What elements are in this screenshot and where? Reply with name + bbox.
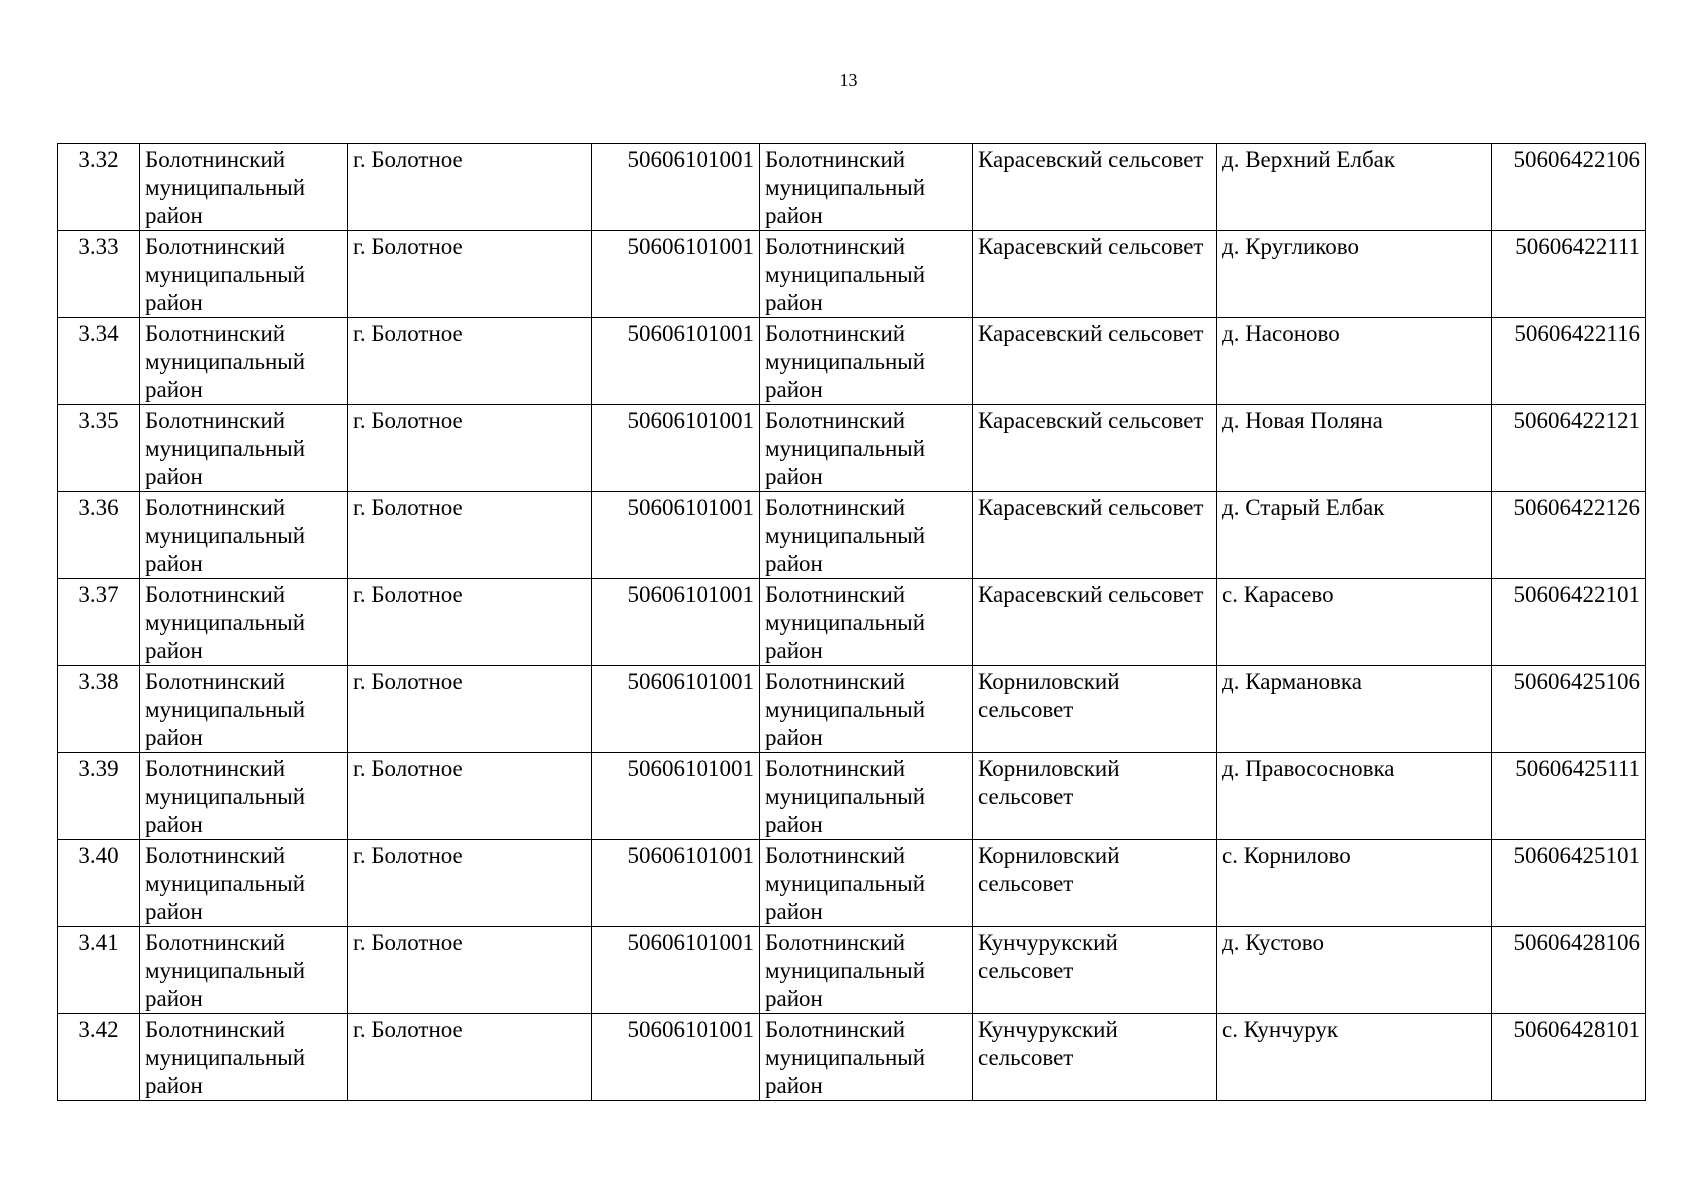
village-council-cell: Карасевский сельсовет — [973, 318, 1217, 405]
municipal-district-cell: Болотнинский муниципальный район — [140, 666, 348, 753]
city-cell: г. Болотное — [348, 318, 592, 405]
city-cell: г. Болотное — [348, 753, 592, 840]
village-council-cell: Корниловский сельсовет — [973, 840, 1217, 927]
row-number: 3.35 — [58, 405, 140, 492]
settlement-code-cell: 50606428101 — [1492, 1014, 1646, 1101]
city-code-cell: 50606101001 — [592, 927, 760, 1014]
row-number: 3.41 — [58, 927, 140, 1014]
municipal-district-cell: Болотнинский муниципальный район — [140, 927, 348, 1014]
village-council-cell: Карасевский сельсовет — [973, 579, 1217, 666]
village-council-cell: Карасевский сельсовет — [973, 231, 1217, 318]
city-cell: г. Болотное — [348, 840, 592, 927]
settlement-cell: д. Верхний Елбак — [1217, 144, 1492, 231]
settlement-district-cell: Болотнинский муниципальный район — [760, 231, 973, 318]
city-code-cell: 50606101001 — [592, 579, 760, 666]
city-code-cell: 50606101001 — [592, 753, 760, 840]
settlement-district-cell: Болотнинский муниципальный район — [760, 405, 973, 492]
row-number: 3.39 — [58, 753, 140, 840]
municipal-district-cell: Болотнинский муниципальный район — [140, 579, 348, 666]
settlement-district-cell: Болотнинский муниципальный район — [760, 927, 973, 1014]
settlement-cell: с. Карасево — [1217, 579, 1492, 666]
city-code-cell: 50606101001 — [592, 492, 760, 579]
municipal-district-cell: Болотнинский муниципальный район — [140, 144, 348, 231]
table-row — [58, 753, 1646, 840]
settlement-cell: д. Кустово — [1217, 927, 1492, 1014]
settlement-district-cell: Болотнинский муниципальный район — [760, 666, 973, 753]
table-row — [58, 492, 1646, 579]
settlement-cell: с. Корнилово — [1217, 840, 1492, 927]
settlement-code-cell: 50606422111 — [1492, 231, 1646, 318]
row-number: 3.37 — [58, 579, 140, 666]
settlement-code-cell: 50606422121 — [1492, 405, 1646, 492]
table-body — [58, 144, 1646, 1101]
city-cell: г. Болотное — [348, 144, 592, 231]
settlement-district-cell: Болотнинский муниципальный район — [760, 318, 973, 405]
table-row — [58, 1014, 1646, 1101]
municipal-district-cell: Болотнинский муниципальный район — [140, 231, 348, 318]
table-row — [58, 840, 1646, 927]
settlement-district-cell: Болотнинский муниципальный район — [760, 144, 973, 231]
city-code-cell: 50606101001 — [592, 144, 760, 231]
settlement-district-cell: Болотнинский муниципальный район — [760, 492, 973, 579]
city-cell: г. Болотное — [348, 231, 592, 318]
row-number: 3.42 — [58, 1014, 140, 1101]
city-code-cell: 50606101001 — [592, 318, 760, 405]
row-number: 3.38 — [58, 666, 140, 753]
table-row — [58, 579, 1646, 666]
settlement-code-cell: 50606425111 — [1492, 753, 1646, 840]
settlement-code-cell: 50606422106 — [1492, 144, 1646, 231]
settlement-cell: д. Новая Поляна — [1217, 405, 1492, 492]
city-cell: г. Болотное — [348, 1014, 592, 1101]
table-row — [58, 666, 1646, 753]
village-council-cell: Кунчурукский сельсовет — [973, 1014, 1217, 1101]
settlement-code-cell: 50606425106 — [1492, 666, 1646, 753]
village-council-cell: Кунчурукский сельсовет — [973, 927, 1217, 1014]
table-row — [58, 927, 1646, 1014]
page-number: 13 — [839, 70, 858, 90]
city-cell: г. Болотное — [348, 405, 592, 492]
row-number: 3.33 — [58, 231, 140, 318]
row-number: 3.32 — [58, 144, 140, 231]
table-row — [58, 405, 1646, 492]
city-code-cell: 50606101001 — [592, 405, 760, 492]
row-number: 3.40 — [58, 840, 140, 927]
municipal-district-cell: Болотнинский муниципальный район — [140, 492, 348, 579]
settlement-cell: д. Кругликово — [1217, 231, 1492, 318]
settlement-cell: с. Кунчурук — [1217, 1014, 1492, 1101]
settlement-code-cell: 50606422116 — [1492, 318, 1646, 405]
settlement-code-cell: 50606422126 — [1492, 492, 1646, 579]
city-code-cell: 50606101001 — [592, 666, 760, 753]
row-number: 3.34 — [58, 318, 140, 405]
village-council-cell: Корниловский сельсовет — [973, 753, 1217, 840]
settlement-district-cell: Болотнинский муниципальный район — [760, 753, 973, 840]
row-number: 3.36 — [58, 492, 140, 579]
settlement-cell: д. Кармановка — [1217, 666, 1492, 753]
village-council-cell: Карасевский сельсовет — [973, 144, 1217, 231]
village-council-cell: Карасевский сельсовет — [973, 405, 1217, 492]
municipal-district-cell: Болотнинский муниципальный район — [140, 1014, 348, 1101]
table-row — [58, 144, 1646, 231]
settlement-cell: д. Правососновка — [1217, 753, 1492, 840]
settlement-cell: д. Насоново — [1217, 318, 1492, 405]
settlement-code-cell: 50606422101 — [1492, 579, 1646, 666]
settlement-code-cell: 50606425101 — [1492, 840, 1646, 927]
village-council-cell: Карасевский сельсовет — [973, 492, 1217, 579]
settlement-district-cell: Болотнинский муниципальный район — [760, 840, 973, 927]
city-code-cell: 50606101001 — [592, 1014, 760, 1101]
municipal-district-cell: Болотнинский муниципальный район — [140, 753, 348, 840]
settlement-code-cell: 50606428106 — [1492, 927, 1646, 1014]
table-row — [58, 318, 1646, 405]
settlement-cell: д. Старый Елбак — [1217, 492, 1492, 579]
village-council-cell: Корниловский сельсовет — [973, 666, 1217, 753]
municipal-district-cell: Болотнинский муниципальный район — [140, 318, 348, 405]
settlement-district-cell: Болотнинский муниципальный район — [760, 579, 973, 666]
table-row — [58, 231, 1646, 318]
city-cell: г. Болотное — [348, 927, 592, 1014]
settlement-district-cell: Болотнинский муниципальный район — [760, 1014, 973, 1101]
city-code-cell: 50606101001 — [592, 840, 760, 927]
city-code-cell: 50606101001 — [592, 231, 760, 318]
municipal-district-cell: Болотнинский муниципальный район — [140, 840, 348, 927]
city-cell: г. Болотное — [348, 666, 592, 753]
municipal-district-cell: Болотнинский муниципальный район — [140, 405, 348, 492]
settlements-table — [57, 143, 1646, 1101]
city-cell: г. Болотное — [348, 492, 592, 579]
city-cell: г. Болотное — [348, 579, 592, 666]
